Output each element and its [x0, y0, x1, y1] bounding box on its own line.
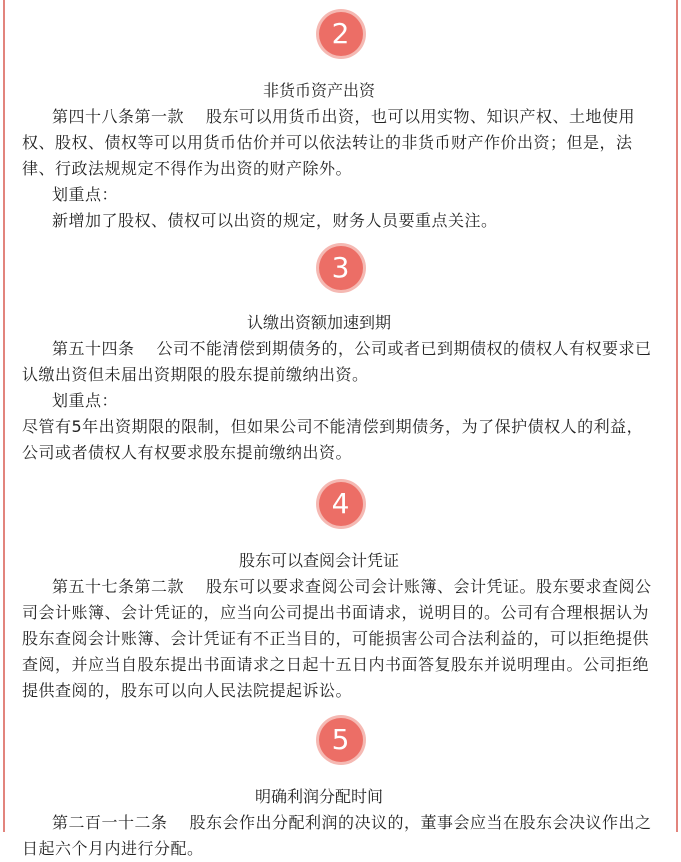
- badge-wrap: [22, 12, 659, 56]
- highlight-text: 尽管有5年出资期限的限制，但如果公司不能清偿到期债务，为了保护债权人的利益，公司或者债权人有权要求股东提前缴纳出资。: [22, 417, 644, 462]
- section-5: [22, 718, 659, 862]
- section-2: [22, 0, 659, 234]
- badge-wrap: [22, 482, 659, 526]
- highlight-label: 划重点：: [52, 185, 119, 204]
- article-paragraph: [22, 810, 659, 862]
- badge-wrap: [22, 718, 659, 762]
- section-number-badge: 5: [319, 718, 363, 762]
- article-number: 第五十四条: [52, 339, 135, 358]
- article-number: 第四十八条第一款: [52, 107, 185, 126]
- article-number: 第五十七条第二款: [52, 577, 185, 596]
- section-3: [22, 246, 659, 466]
- article-body: 股东可以用货币出资，也可以用实物、知识产权、土地使用权、股权、债权等可以用货币估价并可以依法转让的非货币财产作价出资；但是，法律、行政法规规定不得作为出资的财产除外。: [22, 107, 636, 178]
- section-title: 认缴出资额加速到期: [246, 313, 391, 332]
- left-border-line: [3, 0, 5, 832]
- section-number-badge: 3: [319, 246, 363, 290]
- article-paragraph: [22, 574, 659, 704]
- section-title: 股东可以查阅会计凭证: [238, 551, 399, 570]
- article-body: 股东会作出分配利润的决议的，董事会应当在股东会决议作出之日起六个月内进行分配。: [22, 813, 652, 858]
- article-content: [22, 0, 659, 862]
- section-title: 明确利润分配时间: [254, 787, 383, 806]
- article-paragraph: [22, 336, 659, 388]
- article-body: 股东可以要求查阅公司会计账簿、会计凭证。股东要求查阅公司会计账簿、会计凭证的，应当向公司提出书面请求，说明目的。公司有合理根据认为股东查阅会计账簿、会计凭证有不正当目的，可能损害公司合法利益的，可以拒绝提供查阅，并应当自股东提出书面请求之日起十五日内书面答复股东并说明理由。公司拒绝提供查阅的，股东可以向人民法院提起诉讼。: [22, 577, 652, 700]
- right-border-line: [676, 0, 678, 832]
- section-number-badge: 4: [319, 482, 363, 526]
- section-number-badge: 2: [319, 12, 363, 56]
- section-4: [22, 482, 659, 704]
- section-title: 非货币资产出资: [262, 81, 375, 100]
- article-body: 公司不能清偿到期债务的，公司或者已到期债权的债权人有权要求已认缴出资但未届出资期限的股东提前缴纳出资。: [22, 339, 652, 384]
- article-number: 第二百一十二条: [52, 813, 168, 832]
- badge-wrap: [22, 246, 659, 290]
- article-paragraph: [22, 104, 659, 182]
- highlight-text: 新增加了股权、债权可以出资的规定，财务人员要重点关注。: [52, 211, 498, 230]
- highlight-label: 划重点：: [52, 391, 119, 410]
